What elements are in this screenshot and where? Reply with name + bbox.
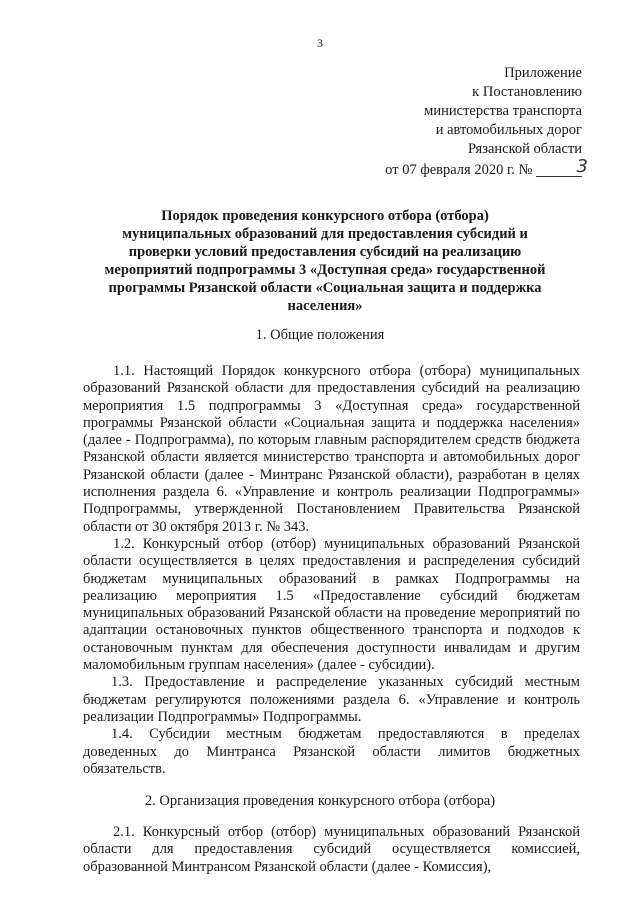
paragraph-1-1: 1.1. Настоящий Порядок конкурсного отбора (отбора) муниципальных образований Рязанской области для предоставления субсидий на реализацию мероприятия 1.5 подпрограммы 3 «Доступная среда» государственной программы Рязанской области «Социальная защита и поддержка населения» (далее - Подпрограмма), по которым главным распорядителем средств бюджета Рязанской области является министерство транспорта и автомобильных дорог Рязанской области (далее - Минтранс Рязанской области), разработан в целях исполнения раздела 6. «Управление и контроль реализации Подпрограммы» Подпрограммы, утвержденной Постановлением Правительства Рязанской области от 30 октября 2013 г. № 343. [83,363,580,535]
appendix-date-line [385,156,588,180]
title-line: мероприятий подпрограммы 3 «Доступная среда» государственной [104,262,546,278]
section-1-heading: 1. Общие положения [255,327,385,343]
appendix-block [385,64,588,180]
title-line: программы Рязанской области «Социальная защита и поддержка [108,280,542,296]
document-number-field [536,156,588,180]
paragraph-1-3: 1.3. Предоставление и распределение указанных субсидий местным бюджетам регулируются положениями раздела 6. «Управление и контроль реализации Подпрограммы» Подпрограммы. [83,674,580,725]
appendix-line: к Постановлению [472,84,582,100]
section-2-body [83,824,580,876]
section-2-heading: 2. Организация проведения конкурсного отбора (отбора) [144,793,496,809]
handwritten-number: 3 [576,156,588,177]
appendix-line: и автомобильных дорог [435,122,582,138]
paragraph-1-4: 1.4. Субсидии местным бюджетам предоставляются в пределах доведенных до Минтранса Рязанской области лимитов бюджетных обязательств. [83,726,580,777]
title-line: проверки условий предоставления субсидий на реализацию [128,244,522,260]
section-1-body [83,363,580,778]
title-line: муниципальных образований для предоставления субсидий и [122,226,528,242]
appendix-line: министерства транспорта [424,103,582,119]
title-line: Порядок проведения конкурсного отбора (отбора) [161,208,489,224]
appendix-date: от 07 февраля 2020 г. № [385,162,533,178]
document-title [70,207,580,315]
paragraph-2-1: 2.1. Конкурсный отбор (отбор) муниципальных образований Рязанской области для предоставления субсидий осуществляется комиссией, образованной Минтрансом Рязанской области (далее - Комиссия), [83,824,580,875]
appendix-line: Приложение [504,65,582,81]
page-number: 3 [317,36,323,50]
appendix-line: Рязанской области [468,141,582,157]
paragraph-1-2: 1.2. Конкурсный отбор (отбор) муниципальных образований Рязанской области осуществляется в целях предоставления и распределения субсидий бюджетам муниципальных образований в рамках Подпрограммы на реализацию мероприятия 1.5 «Предоставление субсидий бюджетам муниципальных образований Рязанской области на проведение мероприятий по адаптации остановочных пунктов общественного транспорта и подходов к остановочным пунктам для обеспечения доступности инвалидам и другим маломобильным группам населения» (далее - субсидии). [83,535,580,674]
title-line: населения» [287,298,363,314]
